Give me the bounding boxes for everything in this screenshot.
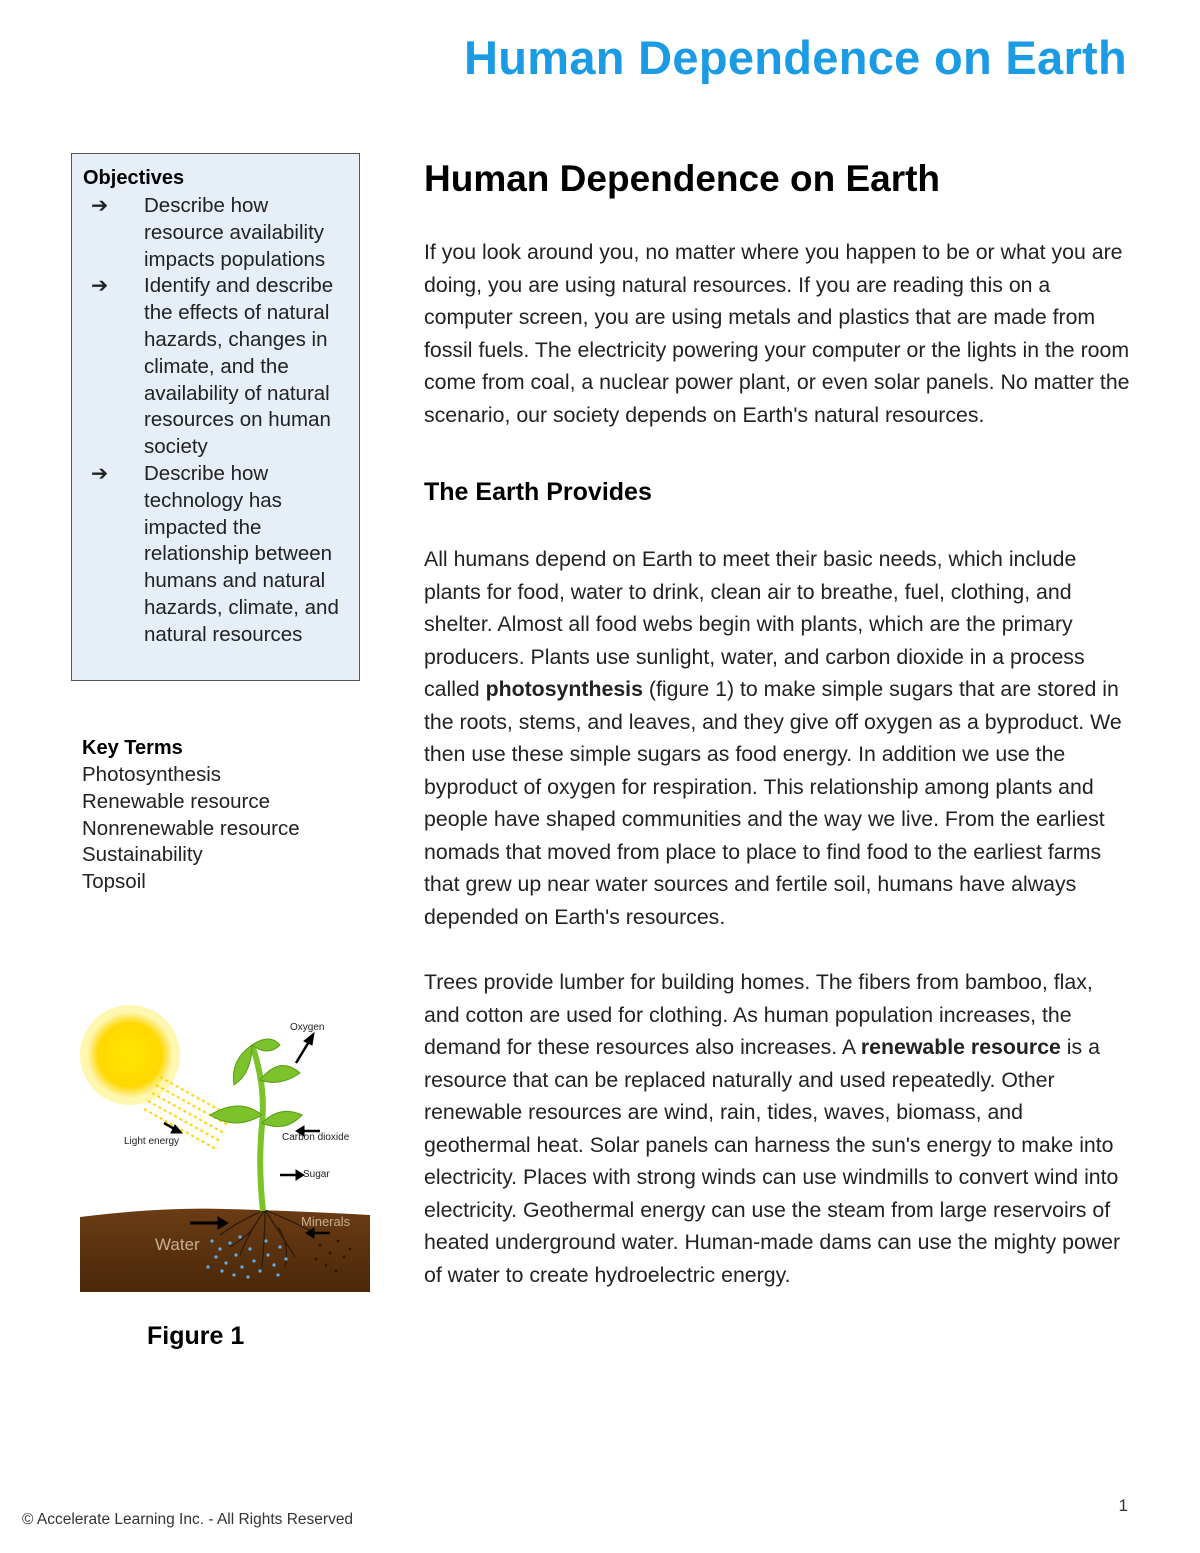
sun-icon bbox=[80, 1005, 180, 1105]
arrow-right-icon: ➔ bbox=[91, 461, 109, 485]
plant-stem bbox=[252, 1045, 263, 1211]
footer-copyright: © Accelerate Learning Inc. - All Rights Reserved bbox=[22, 1511, 354, 1528]
arrow-right-icon: ➔ bbox=[91, 274, 109, 298]
key-term-highlight: photosynthesis bbox=[485, 677, 643, 701]
objective-text: Describe how resource availability impacts populations bbox=[144, 194, 326, 271]
objective-item bbox=[83, 461, 349, 649]
key-term: Nonrenewable resource bbox=[82, 816, 300, 840]
objectives-heading: Objectives bbox=[83, 167, 185, 189]
arrow-right-icon: ➔ bbox=[91, 194, 109, 217]
light-energy-label: Light energy bbox=[124, 1136, 180, 1147]
section-heading: The Earth Provides bbox=[424, 478, 652, 506]
key-term: Renewable resource bbox=[82, 789, 271, 813]
page-number: 1 bbox=[1118, 1496, 1128, 1515]
photosynthesis-diagram bbox=[80, 1005, 370, 1292]
paragraph-text: All humans depend on Earth to meet their basic needs, which include plants for food, water to drink, clean air to breathe, fuel, clothing, and shelter. Almost all food webs begin with plants, which are the primary producers. Plants use sunlight, water, and carbon dioxide in a process called bbox=[424, 547, 1085, 701]
paragraph-text: (figure 1) to make simple sugars that are stored in the roots, stems, and leaves, and they give off oxygen as a byproduct. We then use these simple sugars as food energy. In addition we use the byproduct of oxygen for respiration. This relationship among plants and people have shaped communities and the way we live. From the earliest nomads that moved from place to place to find food to the earliest farms that grew up near water sources and fertile soil, humans have always depended on Earth's resources. bbox=[424, 677, 1122, 929]
sugar-label: Sugar bbox=[303, 1169, 330, 1180]
objective-item bbox=[83, 193, 349, 273]
oxygen-label: Oxygen bbox=[290, 1022, 325, 1033]
objective-text: Identify and describe the effects of natural hazards, changes in climate, and the availability of natural resources on human society bbox=[144, 274, 334, 459]
paragraph-text: Trees provide lumber for building homes. The fibers from bamboo, flax, and cotton are used for clothing. As human population increases, the demand for these resources also increases. A bbox=[424, 970, 1093, 1059]
main-content bbox=[424, 155, 1134, 1291]
objectives-box bbox=[71, 153, 360, 681]
objective-item bbox=[83, 273, 349, 461]
figure-caption: Figure 1 bbox=[147, 1322, 245, 1350]
key-term: Topsoil bbox=[82, 870, 146, 894]
key-terms-section bbox=[82, 735, 362, 896]
objectives-list bbox=[83, 193, 349, 649]
key-terms-heading: Key Terms bbox=[82, 737, 183, 759]
page-header-title: Human Dependence on Earth bbox=[464, 31, 1127, 84]
paragraph-renewable bbox=[424, 966, 1134, 1291]
key-term: Sustainability bbox=[82, 843, 203, 867]
paragraph-photosynthesis bbox=[424, 543, 1134, 933]
key-terms-list bbox=[82, 762, 362, 896]
intro-paragraph: If you look around you, no matter where you happen to be or what you are doing, you are using natural resources. If you are reading this on a computer screen, you are using metals and plastics that are made from fossil fuels. The electricity powering your computer or the lights in the room come from coal, a nuclear power plant, or even solar panels. No matter the scenario, our society depends on Earth's natural resources. bbox=[424, 240, 1130, 427]
paragraph-text: is a resource that can be replaced naturally and used repeatedly. Other renewable resources are wind, rain, tides, waves, biomass, and geothermal heat. Solar panels can harness the sun's energy to make into electricity. Places with strong winds can use windmills to convert wind into electricity. Geothermal energy can use the steam from large reservoirs of heated underground water. Human-made dams can use the mighty power of water to create hydroelectric energy. bbox=[424, 1035, 1121, 1287]
key-term-highlight: renewable resource bbox=[860, 1035, 1061, 1059]
key-term: Photosynthesis bbox=[82, 763, 222, 786]
carbon-dioxide-label: Carbon dioxide bbox=[282, 1132, 350, 1143]
minerals-label: Minerals bbox=[301, 1214, 351, 1229]
article-title: Human Dependence on Earth bbox=[424, 158, 941, 199]
objective-text: Describe how technology has impacted the relationship between humans and natural hazards, climate, and natural resources bbox=[144, 461, 339, 646]
water-label: Water bbox=[155, 1235, 200, 1254]
